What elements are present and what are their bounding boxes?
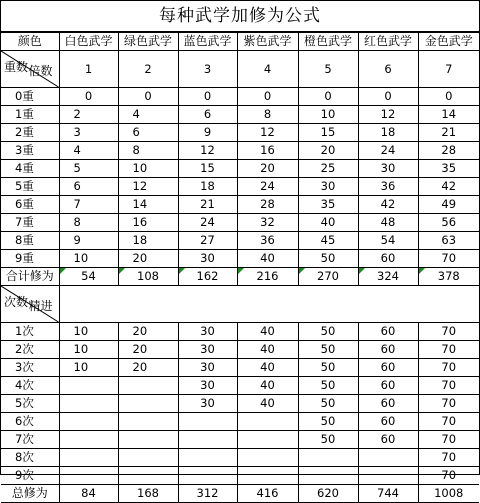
table-cell: 8 (59, 214, 118, 232)
table-cell: 63 (418, 232, 479, 250)
table-cell: 2 (59, 106, 118, 124)
table-cell: 0 (118, 88, 178, 106)
table-cell: 30 (358, 160, 418, 178)
level-row (1, 160, 479, 178)
diagonal-header-cell (1, 51, 59, 88)
refine-row-label: 3次 (1, 359, 59, 377)
refine-row-label: 8次 (1, 449, 59, 467)
table-cell: 40 (237, 341, 298, 359)
level-row (1, 142, 479, 160)
refine-row-label: 6次 (1, 413, 59, 431)
table-cell: 4 (59, 142, 118, 160)
table-cell: 20 (118, 341, 178, 359)
table-cell: 40 (298, 214, 358, 232)
color-header: 白色武学 (59, 33, 118, 51)
level-row-label: 8重 (1, 232, 59, 250)
table-cell (237, 449, 298, 467)
level-label: 重数 (4, 60, 29, 74)
level-row (1, 196, 479, 214)
level-row (1, 88, 479, 106)
level-row-label: 5重 (1, 178, 59, 196)
level-row-label: 9重 (1, 250, 59, 268)
refine-row-label: 4次 (1, 377, 59, 395)
multiplier-value: 3 (178, 51, 237, 88)
table-cell: 70 (418, 449, 479, 467)
table-cell: 50 (298, 323, 358, 341)
table-cell: 10 (59, 250, 118, 268)
table-cell: 21 (418, 124, 479, 142)
table-cell: 0 (298, 88, 358, 106)
table-cell: 8 (237, 106, 298, 124)
table-cell: 20 (118, 250, 178, 268)
table-cell: 18 (118, 232, 178, 250)
table-cell: 25 (298, 160, 358, 178)
table-cell: 10 (298, 106, 358, 124)
table-cell: 16 (118, 214, 178, 232)
total-level-row (1, 268, 479, 286)
table-cell: 18 (358, 124, 418, 142)
refine-row-label: 9次 (1, 467, 59, 485)
refine-header-row (1, 286, 479, 323)
table-cell: 6 (118, 124, 178, 142)
table-cell: 56 (418, 214, 479, 232)
level-row-label: 0重 (1, 88, 59, 106)
multiplier-value: 4 (237, 51, 298, 88)
table-cell: 12 (237, 124, 298, 142)
table-cell: 0 (358, 88, 418, 106)
table-cell (358, 467, 418, 485)
table-cell (237, 431, 298, 449)
table-cell: 30 (178, 395, 237, 413)
table-cell: 60 (358, 377, 418, 395)
table-cell: 3 (59, 124, 118, 142)
table-cell: 15 (178, 160, 237, 178)
table-cell: 15 (298, 124, 358, 142)
table-cell: 45 (298, 232, 358, 250)
table-cell: 70 (418, 359, 479, 377)
table-cell: 10 (118, 160, 178, 178)
count-label: 次数 (4, 295, 29, 309)
table-cell: 30 (178, 250, 237, 268)
refine-row-label: 2次 (1, 341, 59, 359)
table-cell: 0 (59, 88, 118, 106)
diagonal-header-cell (1, 286, 59, 323)
multiplier-row (1, 51, 479, 88)
table-cell: 620 (298, 485, 358, 503)
level-row (1, 214, 479, 232)
sheet-title: 每种武学加修为公式 (1, 1, 479, 32)
table-cell: 40 (237, 377, 298, 395)
table-cell: 50 (298, 431, 358, 449)
table-cell: 168 (118, 485, 178, 503)
table-cell: 70 (418, 413, 479, 431)
table-cell: 24 (237, 178, 298, 196)
refine-row (1, 359, 479, 377)
table-cell: 40 (237, 323, 298, 341)
table-cell: 20 (118, 359, 178, 377)
table-cell: 5 (59, 160, 118, 178)
table-cell: 0 (418, 88, 479, 106)
table-cell (237, 467, 298, 485)
table-cell: 70 (418, 395, 479, 413)
multiplier-value: 6 (358, 51, 418, 88)
table-cell: 70 (418, 377, 479, 395)
multiplier-value: 2 (118, 51, 178, 88)
level-row-label: 4重 (1, 160, 59, 178)
color-header: 红色武学 (358, 33, 418, 51)
level-row (1, 106, 479, 124)
refine-row (1, 323, 479, 341)
table-cell: 42 (418, 178, 479, 196)
table-cell (178, 467, 237, 485)
table-cell: 10 (59, 323, 118, 341)
table-cell: 70 (418, 467, 479, 485)
table-cell: 32 (237, 214, 298, 232)
table-cell: 60 (358, 250, 418, 268)
table-cell: 12 (358, 106, 418, 124)
color-header: 金色武学 (418, 33, 479, 51)
multiplier-label: 倍数 (28, 64, 53, 78)
color-header: 橙色武学 (298, 33, 358, 51)
table-cell: 10 (59, 359, 118, 377)
table-cell: 54 (59, 268, 118, 286)
table-cell: 70 (418, 250, 479, 268)
table-cell: 60 (358, 359, 418, 377)
table-cell: 60 (358, 341, 418, 359)
refine-row (1, 377, 479, 395)
table-cell (118, 449, 178, 467)
table-cell: 50 (298, 359, 358, 377)
table-cell (59, 395, 118, 413)
table-cell: 108 (118, 268, 178, 286)
color-header: 绿色武学 (118, 33, 178, 51)
table-cell (358, 449, 418, 467)
table-cell: 270 (298, 268, 358, 286)
level-row (1, 178, 479, 196)
table-cell: 30 (178, 359, 237, 377)
corner-header: 颜色 (1, 33, 59, 51)
level-row-label: 7重 (1, 214, 59, 232)
header-row (1, 33, 479, 51)
table-cell (118, 377, 178, 395)
level-row-label: 2重 (1, 124, 59, 142)
table-cell: 30 (178, 377, 237, 395)
multiplier-value: 5 (298, 51, 358, 88)
table-cell: 35 (418, 160, 479, 178)
table-cell: 60 (358, 395, 418, 413)
level-row-label: 3重 (1, 142, 59, 160)
refine-row (1, 467, 479, 485)
table-cell: 14 (418, 106, 479, 124)
table-cell: 9 (178, 124, 237, 142)
table-cell: 28 (237, 196, 298, 214)
table-cell (59, 431, 118, 449)
color-header: 紫色武学 (237, 33, 298, 51)
table-cell: 50 (298, 341, 358, 359)
table-cell (118, 467, 178, 485)
table-cell: 54 (358, 232, 418, 250)
table-cell: 50 (298, 377, 358, 395)
table-cell (59, 377, 118, 395)
table-cell: 216 (237, 268, 298, 286)
refine-row (1, 341, 479, 359)
table-cell: 35 (298, 196, 358, 214)
color-header: 蓝色武学 (178, 33, 237, 51)
table-cell: 70 (418, 341, 479, 359)
table-cell: 30 (178, 323, 237, 341)
table-cell: 36 (237, 232, 298, 250)
table-cell (298, 467, 358, 485)
table-cell: 49 (418, 196, 479, 214)
table-cell: 10 (59, 341, 118, 359)
table-cell: 60 (358, 323, 418, 341)
table-cell: 30 (298, 178, 358, 196)
table-cell: 27 (178, 232, 237, 250)
grand-total-row (1, 485, 479, 503)
table-cell: 324 (358, 268, 418, 286)
refine-row (1, 431, 479, 449)
refine-row-label: 1次 (1, 323, 59, 341)
table-cell: 40 (237, 250, 298, 268)
refine-header-blank (59, 286, 479, 323)
table-cell: 60 (358, 431, 418, 449)
table-cell (118, 431, 178, 449)
table-cell: 20 (118, 323, 178, 341)
table-cell (59, 413, 118, 431)
table-cell: 0 (237, 88, 298, 106)
table-cell (59, 467, 118, 485)
table-cell: 21 (178, 196, 237, 214)
table-cell: 7 (59, 196, 118, 214)
table-cell: 70 (418, 323, 479, 341)
table-cell: 12 (178, 142, 237, 160)
table-cell (298, 449, 358, 467)
table-cell: 9 (59, 232, 118, 250)
level-row (1, 124, 479, 142)
grand-total-row-label: 总修为 (1, 485, 59, 503)
table-cell: 6 (178, 106, 237, 124)
table-cell: 36 (358, 178, 418, 196)
table-cell (178, 413, 237, 431)
table-cell (178, 449, 237, 467)
table-cell (237, 413, 298, 431)
table-cell: 40 (237, 359, 298, 377)
table-cell: 70 (418, 431, 479, 449)
table-cell: 60 (358, 413, 418, 431)
level-row-label: 1重 (1, 106, 59, 124)
table-cell: 1008 (418, 485, 479, 503)
total-level-row-label: 合计修为 (1, 268, 59, 286)
table-cell: 18 (178, 178, 237, 196)
table-cell: 4 (118, 106, 178, 124)
table-cell: 48 (358, 214, 418, 232)
refine-label: 精进 (28, 299, 53, 313)
table-cell: 24 (358, 142, 418, 160)
table-cell: 50 (298, 250, 358, 268)
table-cell: 50 (298, 395, 358, 413)
level-row (1, 250, 479, 268)
table-cell: 162 (178, 268, 237, 286)
table-cell: 416 (237, 485, 298, 503)
multiplier-value: 7 (418, 51, 479, 88)
formula-table (1, 32, 479, 503)
table-cell: 30 (178, 341, 237, 359)
table-cell: 6 (59, 178, 118, 196)
table-cell (118, 395, 178, 413)
table-cell: 8 (118, 142, 178, 160)
table-cell: 42 (358, 196, 418, 214)
table-cell: 0 (178, 88, 237, 106)
table-cell: 24 (178, 214, 237, 232)
table-cell: 20 (237, 160, 298, 178)
table-cell: 50 (298, 413, 358, 431)
refine-row (1, 449, 479, 467)
refine-row (1, 395, 479, 413)
table-cell: 20 (298, 142, 358, 160)
table-cell: 40 (237, 395, 298, 413)
table-cell (59, 449, 118, 467)
refine-row (1, 413, 479, 431)
table-cell: 744 (358, 485, 418, 503)
table-cell: 12 (118, 178, 178, 196)
level-row-label: 6重 (1, 196, 59, 214)
table-cell: 28 (418, 142, 479, 160)
refine-row-label: 5次 (1, 395, 59, 413)
level-row (1, 232, 479, 250)
table-cell: 378 (418, 268, 479, 286)
multiplier-value: 1 (59, 51, 118, 88)
table-cell: 312 (178, 485, 237, 503)
table-cell (118, 413, 178, 431)
table-cell (178, 431, 237, 449)
table-cell: 84 (59, 485, 118, 503)
table-cell: 16 (237, 142, 298, 160)
table-cell: 14 (118, 196, 178, 214)
refine-row-label: 7次 (1, 431, 59, 449)
